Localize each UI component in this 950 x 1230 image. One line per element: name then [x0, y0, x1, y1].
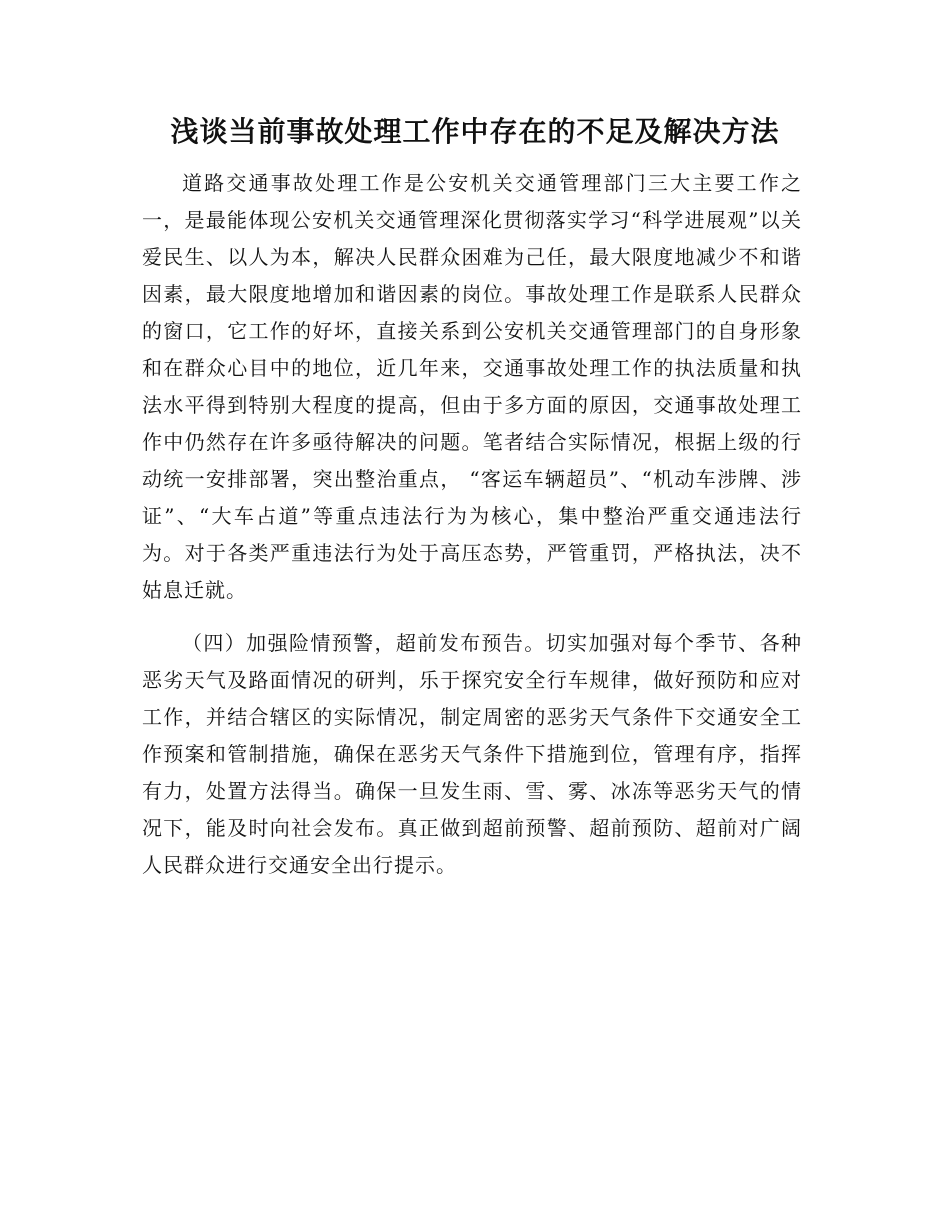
paragraph-intro: 道路交通事故处理工作是公安机关交通管理部门三大主要工作之一，是最能体现公安机关交通管理深化贯彻落实学习“科学进展观”以关爱民生、以人为本，解决人民群众困难为己任，最大限度地减少不和谐因素，最大限度地增加和谐因素的岗位。事故处理工作是联系人民群众的窗口，它工作的好坏，直接关系到公安机关交通管理部门的自身形象和在群众心目中的地位，近几年来，交通事故处理工作的执法质量和执法水平得到特别大程度的提高，但由于多方面的原因，交通事故处理工作中仍然存在许多亟待解决的问题。笔者结合实际情况，根据上级的行动统一安排部署，突出整治重点， “客运车辆超员”、“机动车涉牌、涉证”、“大车占道”等重点违法行为为核心，集中整治严重交通违法行为。对于各类严重违法行为处于高压态势，严管重罚，严格执法，决不姑息迁就。: [142, 171, 802, 602]
document-title: 浅谈当前事故处理工作中存在的不足及解决方法: [170, 115, 780, 148]
paragraph-section-four: （四）加强险情预警，超前发布预告。切实加强对每个季节、各种恶劣天气及路面情况的研判，乐于探究安全行车规律，做好预防和应对工作，并结合辖区的实际情况，制定周密的恶劣天气条件下交通安全工作预案和管制措施，确保在恶劣天气条件下措施到位，管理有序，指挥有力，处置方法得当。确保一旦发生雨、雪、雾、冰冻等恶劣天气的情况下，能及时向社会发布。真正做到超前预警、超前预防、超前对广阔人民群众进行交通安全出行提示。: [142, 631, 802, 877]
